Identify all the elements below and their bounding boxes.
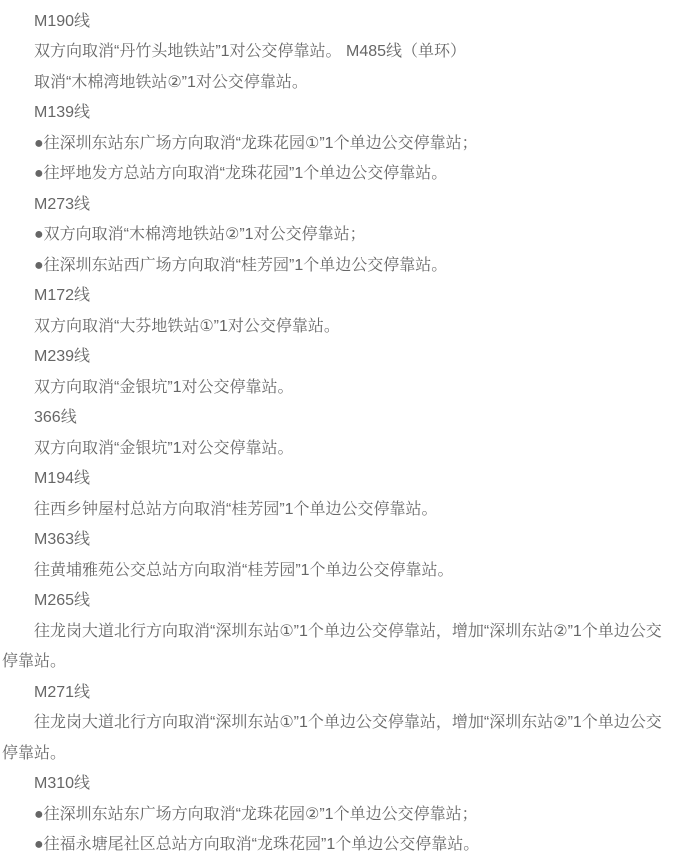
route-header-m172: M172线: [34, 287, 91, 304]
route-change-line: 往黄埔雅苑公交总站方向取消“桂芳园”1个单边公交停靠站。: [34, 561, 454, 579]
route-header-m310: M310线: [34, 775, 91, 792]
route-header-m139: M139线: [34, 104, 91, 121]
route-change-bullet-line: ●往深圳东站东广场方向取消“龙珠花园②”1个单边公交停靠站；: [34, 805, 478, 823]
route-change-line: 双方向取消“大芬地铁站①”1对公交停靠站。: [34, 317, 340, 335]
route-change-bullet-line: ●往坪地发方总站方向取消“龙珠花园”1个单边公交停靠站。: [34, 165, 448, 182]
route-header-m194: M194线: [34, 470, 91, 487]
route-header-m271: M271线: [34, 683, 91, 701]
route-change-line: 双方向取消“金银坑”1对公交停靠站。: [34, 378, 294, 396]
route-header-m273: M273线: [34, 195, 91, 213]
route-change-bullet-line: ●双方向取消“木棉湾地铁站②”1对公交停靠站；: [34, 226, 366, 243]
route-change-line: 取消“木棉湾地铁站②”1对公交停靠站。: [34, 73, 308, 91]
route-change-bullet-line: ●往深圳东站东广场方向取消“龙珠花园①”1个单边公交停靠站；: [34, 134, 478, 152]
route-header-m363: M363线: [34, 531, 91, 548]
route-change-line: 往龙岗大道北行方向取消“深圳东站①”1个单边公交停靠站，增加“深圳东站②”1个单边公交停靠站。: [2, 622, 662, 670]
route-header-m190: M190线: [34, 12, 91, 30]
route-header-m265: M265线: [34, 592, 91, 609]
route-change-line: 双方向取消“丹竹头地铁站”1对公交停靠站。 M485线（单环）: [34, 43, 467, 60]
route-change-line: 往龙岗大道北行方向取消“深圳东站①”1个单边公交停靠站，增加“深圳东站②”1个单边公交停靠站。: [2, 714, 662, 762]
route-change-line: 往西乡钟屋村总站方向取消“桂芳园”1个单边公交停靠站。: [34, 500, 438, 518]
route-change-bullet-line: ●往福永塘尾社区总站方向取消“龙珠花园”1个单边公交停靠站。: [34, 836, 480, 853]
route-header-m239: M239线: [34, 348, 91, 365]
route-change-line: 双方向取消“金银坑”1对公交停靠站。: [34, 439, 294, 457]
route-change-bullet-line: ●往深圳东站西广场方向取消“桂芳园”1个单边公交停靠站。: [34, 256, 448, 274]
route-header-366: 366线: [34, 409, 77, 426]
